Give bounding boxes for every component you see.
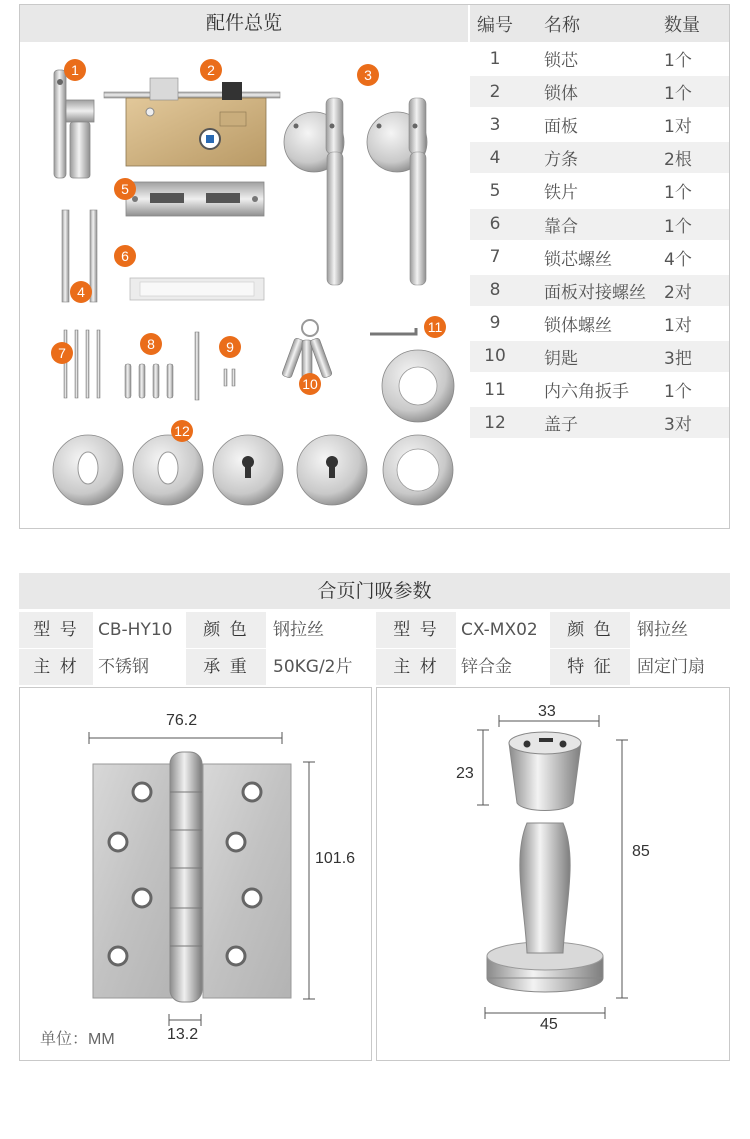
badge-6: 6 [114,245,136,267]
stopper-color-value: 钢拉丝 [637,620,688,640]
parts-table-row-col-no: 6 [489,214,501,234]
parts-table-row-col-no: 2 [489,81,501,102]
parts-table-row [470,43,729,74]
parts-table-row [470,76,729,107]
parts-table-row [470,175,729,206]
stopper-feature-value: 固定门扇 [637,657,705,677]
stopper-top-width-dimension: 33 [538,703,556,720]
badge-1: 1 [64,59,86,81]
parts-table-row-col-no: 5 [489,180,501,201]
parts-table-row-col-no: 12 [484,412,506,433]
parts-table-row-col-name: 靠合 [544,216,578,237]
parts-table-row-col-qty: 2根 [664,150,692,171]
parts-table-row-col-name: 面板对接螺丝 [544,282,646,303]
badge-5: 5 [114,178,136,200]
parts-table-header [470,5,729,42]
parts-table-row-col-qty: 1个 [664,183,692,204]
hinge-load-label: 承 重 [186,649,266,685]
parts-table-row-col-name: 锁芯螺丝 [544,249,612,270]
hinge-model-label: 型 号 [19,612,93,648]
badge-12: 12 [171,420,193,442]
strike-plate-image [126,182,264,216]
parts-table-row-col-qty: 4个 [664,249,692,270]
hex-key-image [370,328,416,334]
parts-table-row [470,374,729,405]
parts-table-row-col-no: 10 [484,346,506,367]
lock-body-image [104,78,280,166]
hinge-section-title: 合页门吸参数 [317,580,432,602]
rose-covers-image [53,350,454,505]
parts-table-row-col-no: 3 [489,114,501,135]
parts-table-row [470,242,729,273]
parts-table-row [470,407,729,438]
hinge-material-value: 不锈钢 [98,657,149,677]
badge-7: 7 [51,342,73,364]
stopper-material-label: 主 材 [376,649,456,685]
parts-table-row-col-no: 4 [489,147,501,168]
badge-9: 9 [219,336,241,358]
door-handles-image [284,98,427,285]
parts-table-header-col-qty: 数量 [664,14,700,36]
parts-table-row [470,142,729,173]
badge-3: 3 [357,64,379,86]
badge-2: 2 [200,59,222,81]
panel-screws-image [125,364,173,398]
parts-table-row-col-no: 1 [489,48,501,69]
parts-table-row-col-name: 方条 [544,150,578,171]
badge-10: 10 [299,373,321,395]
stopper-model-value: CX-MX02 [461,620,538,640]
strike-box-image [130,278,264,300]
parts-table-row [470,209,729,240]
hinge-height-dimension: 101.6 [315,850,356,867]
parts-table-row-col-qty: 3把 [664,348,692,369]
lock-cylinder-image [54,70,94,178]
parts-table-row-col-name: 铁片 [544,183,578,204]
hinge-width-dimension: 76.2 [166,712,198,729]
accessories-title: 配件总览 [205,12,282,34]
hinge-knuckle-dimension: 13.2 [167,1026,199,1043]
parts-table-row-col-name: 锁芯 [544,51,578,71]
parts-table-row [470,341,729,372]
parts-table-row-col-name: 锁体 [544,84,578,105]
parts-table-row-col-qty: 3对 [664,415,692,436]
hinge-color-label: 颜 色 [186,612,266,648]
parts-table-row-col-name: 面板 [544,117,578,138]
badge-8: 8 [140,333,162,355]
parts-table-row [470,275,729,306]
stopper-feature-label: 特 征 [550,649,630,685]
parts-table-header-col-no: 编号 [477,14,513,36]
parts-table-row-col-name: 钥匙 [544,348,578,369]
parts-table-row-col-qty: 1对 [664,117,692,138]
hinge-model-value: CB-HY10 [98,620,173,640]
parts-table-header-col-name: 名称 [544,14,580,36]
parts-table-row-col-name: 盖子 [544,415,578,436]
parts-table-row-col-qty: 1个 [664,382,692,402]
stopper-height-dimension: 85 [632,843,650,860]
stopper-color-label: 颜 色 [550,612,630,648]
badge-4: 4 [70,281,92,303]
parts-table-row [470,308,729,339]
hinge-load-value: 50KG/2片 [273,657,353,677]
unit-label: 单位：MM [40,1031,115,1048]
parts-table-row-col-no: 9 [489,313,501,334]
stopper-base-width-dimension: 45 [540,1016,558,1033]
parts-table-row-col-name: 锁体螺丝 [544,315,612,336]
hinge-drawing [20,688,370,1060]
stopper-model-label: 型 号 [376,612,456,648]
parts-table-row-col-no: 8 [489,280,501,301]
hinge-color-value: 钢拉丝 [273,620,324,640]
parts-table-row-col-no: 7 [489,247,501,268]
parts-table-row-col-name: 内六角扳手 [544,382,629,402]
parts-table-row [470,109,729,140]
stopper-material-value: 锌合金 [461,657,512,677]
stopper-drawing [377,688,729,1060]
parts-table-row-col-qty: 1个 [664,216,692,237]
badge-11: 11 [424,316,446,338]
parts-table-row-col-qty: 1个 [664,84,692,105]
parts-table-row-col-no: 11 [484,379,506,400]
parts-table-row-col-qty: 2对 [664,282,692,303]
parts-table-row-col-qty: 1对 [664,315,692,336]
cylinder-screws-image [64,330,100,398]
parts-table-row-col-qty: 1个 [664,51,692,71]
hinge-material-label: 主 材 [19,649,93,685]
stopper-head-height-dimension: 23 [456,765,474,782]
